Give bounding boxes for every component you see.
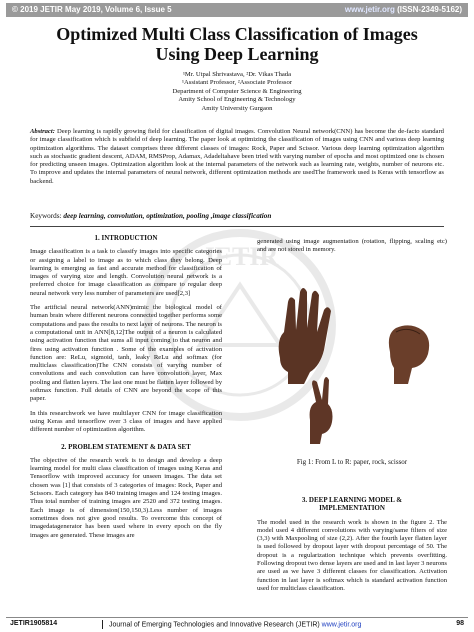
header-issn: (ISSN-2349-5162) — [397, 5, 462, 14]
header-citation: © 2019 JETIR May 2019, Volume 6, Issue 5 — [12, 5, 172, 14]
header-url[interactable]: www.jetir.org — [344, 5, 395, 14]
continuation-text: generated using image augmentation (rotation, flipping, scaling etc) and are not stored in memory. — [257, 238, 447, 254]
keywords-text: deep learning, convolution, optimization, pooling ,image classification — [63, 212, 272, 220]
left-column — [30, 234, 222, 540]
keywords-label: Keywords: — [30, 212, 62, 220]
intro-paragraph-1: Image classification is a task to classify images into specific categories or assigning a label to image as to which class they belong. Deep learning is emerging as fast and accurate method for classification of images of varying size and length. Convolution neural network is a preferred choice for image classification as compare to regular deep neural network very less number of parameters are used[2,3] — [30, 248, 222, 297]
figure-caption: Fig 1: From L to R: paper, rock, scissor — [296, 458, 408, 466]
author-block — [20, 71, 454, 113]
intro-heading: 1. INTRODUCTION — [94, 234, 158, 242]
author-roles: ¹Assistant Professor, ²Associate Professor — [182, 79, 292, 87]
right-column-bottom — [257, 496, 447, 593]
scissor-hand-image — [310, 377, 333, 444]
problem-statement-heading: 2. PROBLEM STATEMENT & DATA SET — [61, 442, 191, 451]
author-names: ¹Mr. Utpal Shrivastava, ²Dr. Vikas Thada — [182, 71, 292, 78]
abstract-text: Deep learning is rapidly growing field for classification of digital images. Convolution Neural network(CNN) has become the de-facto standard for image classification which is subfield of deep learning. The paper look at optimizing the classification of images using CNN and various deep learning optimization algorithms. The dataset comprises three different classes of images: Rock, Paper and Scissor. Various deep learning optimization algorithm such as stochastic gradient descent, ADAM, RMSProp, Adamax, Adadeltahave been tried with varying number of epochs and most optimized one is chosen for predicting unseen images. Optimization algorithm look at the internal parameters of the network such as learning rate, weights, number of neurons etc. To improve and updates the internal parameters of neural network, different optimization methods are usedThe framework used is Keras with tensorflow as backend. — [30, 128, 444, 185]
abstract — [30, 128, 444, 186]
abstract-label: Abstract: — [30, 128, 55, 135]
footer-journal-name: Journal of Emerging Technologies and Innovative Research (JETIR) — [108, 621, 320, 629]
footer-url[interactable]: www.jetir.org — [321, 621, 362, 629]
page-footer — [6, 617, 468, 631]
footer-journal — [98, 620, 361, 629]
deep-learning-heading-1: 3. DEEP LEARNING MODEL & — [301, 496, 403, 504]
title-line-1: Optimized Multi Class Classification of Images — [56, 24, 418, 44]
page-header — [6, 3, 468, 17]
intro-paragraph-2: The artificial neural network(ANN)mimic the biological model of human brain where different neurons connected together performs some computations and pass the results to next layer of neurons. The neuron is a computational unit in ANN[8,12]The output of a neuron is calculated using activation function that sums all input coming to that neuron and fires using activation function . Some of the examples of activation function are: ReLu, sigmoid, tanh, leaky ReLu and softmax (for multiclass classification)The CNN consists of varying number of convolutions and each convolution can have convolution layer, Max pooling and flatten layers. The last one must be flatten layer followed by softmax function. Full details of CNN are beyond the scope of this paper. — [30, 304, 222, 403]
author-department: Department of Computer Science & Engineering — [172, 87, 302, 95]
header-right — [345, 5, 462, 14]
problem-statement-paragraph: The objective of the research work is to design and develop a deep learning model for multi class classification of images using Keras and Tensorflow with improved accuracy for unseen images. The data set chosen was [1] that consists of 3 categories of images: Rock, Paper and Scissors. Each category has 840 training images and 124 testing images. Thus total number of training images are 2520 and 372 testing images. Each image is of dimension(150,150,3).Less number of images sometimes does not give good results. To overcome this concept of imagedatagenerator has been used where in every epoch on the fly images are generated. These images are — [30, 456, 222, 539]
deep-learning-paragraph: The model used in the research work is shown in the figure 2. The model used 4 different convolutions with varying/same filters of size (3,3) with Maxpooling of size (2,2). After the fourth layer flatten layer is used followed by dropout layer with dropout percentage of 50. The dropout is a regularization technique which prevents overfitting. Following dropout two dense layers are used and in last layer 3 neurons are used as we have 3 different classes for classification. Activation function in last layer is softmax which is standard activation function used for multiclass classification. — [257, 518, 447, 592]
svg-text:JETIR: JETIR — [201, 242, 279, 271]
right-column-top — [257, 238, 447, 255]
keywords — [30, 212, 444, 221]
footer-page-number: 98 — [456, 620, 464, 627]
author-school: Amity School of Engineering & Technology — [178, 96, 296, 104]
footer-separator — [102, 620, 103, 629]
paper-title — [20, 24, 454, 64]
rock-hand-image — [389, 325, 429, 384]
title-line-2: Using Deep Learning — [155, 44, 319, 64]
footer-paper-id: JETIR1905814 — [10, 620, 58, 627]
author-university: Amity University Gurgaon — [201, 104, 273, 112]
figure-hands — [262, 280, 442, 450]
intro-paragraph-3: In this researchwork we have multilayer CNN for image classification using Keras and tensorflow over 3 class of images and have applied different number of optimization algorithm. — [30, 409, 222, 434]
paper-hand-image — [279, 288, 331, 384]
deep-learning-heading-2: IMPLEMENTATION — [319, 504, 385, 513]
